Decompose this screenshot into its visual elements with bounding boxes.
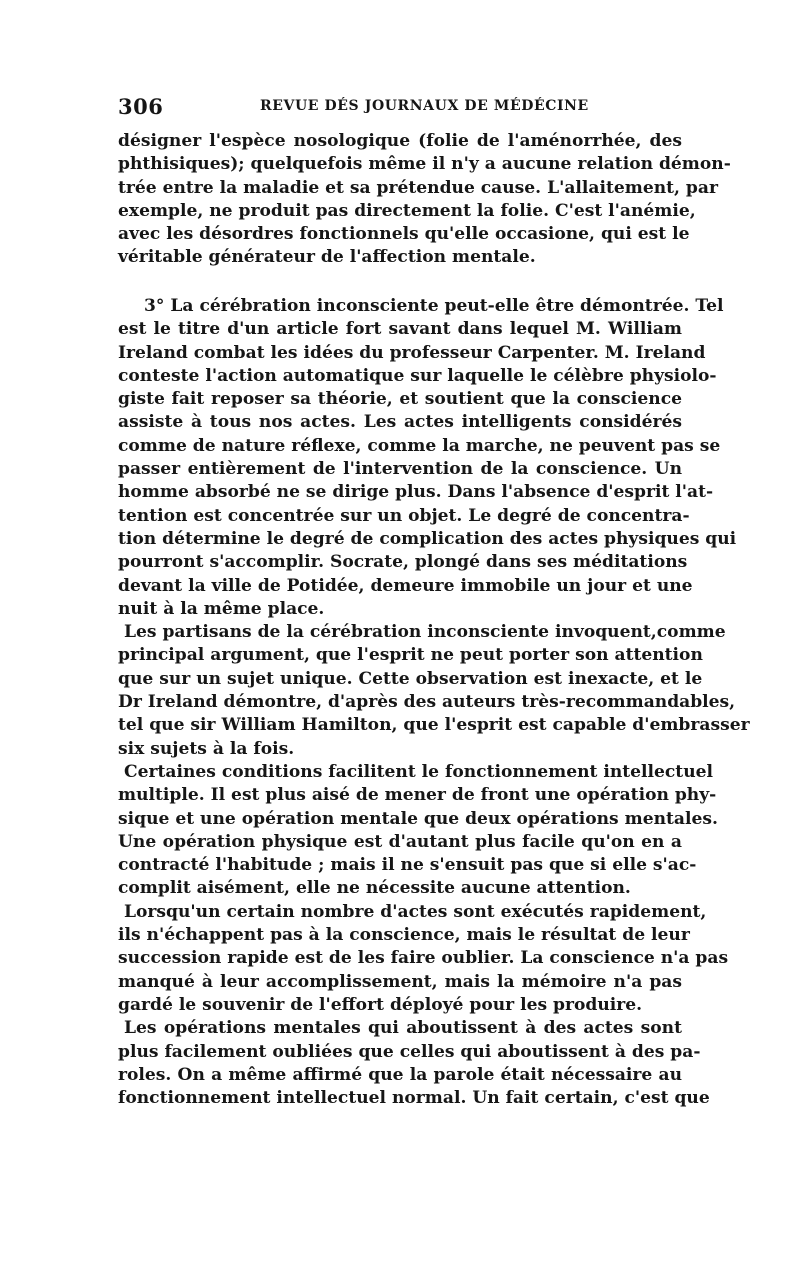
text-line: véritable générateur de l'affection mentale. <box>118 247 536 268</box>
text-line: contracté l'habitude ; mais il ne s'ensuit pas que si elle s'ac- <box>118 855 697 876</box>
text-line: assiste à tous nos actes. Les actes intelligents considérés <box>118 412 682 433</box>
text-line: nuit à la même place. <box>118 598 325 619</box>
text-line: succession rapide est de les faire oublier. La conscience n'a pas <box>118 948 729 969</box>
text-line: sique et une opération mentale que deux opérations mentales. <box>118 808 718 829</box>
text-line: fonctionnement intellectuel normal. Un fait certain, c'est que <box>118 1088 710 1109</box>
text-line: phthisiques); quelquefois même il n'y a aucune relation démon- <box>118 154 731 175</box>
text-line: 3° La cérébration inconsciente peut-elle être démontrée. Tel <box>144 296 724 316</box>
text-line: gardé le souvenir de l'effort déployé pour les produire. <box>118 994 643 1015</box>
text-line: passer entièrement de l'intervention de la conscience. Un <box>118 459 682 480</box>
text-line: Ireland combat les idées du professeur Carpenter. M. Ireland <box>118 342 706 363</box>
text-line: complit aisément, elle ne nécessite aucune attention. <box>118 878 631 899</box>
text-line: homme absorbé ne se dirige plus. Dans l'absence d'esprit l'at- <box>118 482 714 503</box>
text-line: manqué à leur accomplissement, mais la mémoire n'a pas <box>118 971 682 992</box>
paragraph-block-continuation <box>118 130 731 270</box>
text-line: Certaines conditions facilitent le fonctionnement intellectuel <box>124 761 713 782</box>
text-line: Lorsqu'un certain nombre d'actes sont exécutés rapidement, <box>124 901 707 922</box>
page-number: 306 <box>118 94 164 119</box>
text-line: que sur un sujet unique. Cette observation est inexacte, et le <box>118 668 703 689</box>
text-line: six sujets à la fois. <box>118 738 295 759</box>
text-line: Une opération physique est d'autant plus facile qu'on en a <box>118 831 682 852</box>
text-line: désigner l'espèce nosologique (folie de l'aménorrhée, des <box>118 131 682 151</box>
text-line: Les opérations mentales qui aboutissent à des actes sont <box>124 1018 682 1039</box>
text-line: exemple, ne produit pas directement la folie. C'est l'anémie, <box>118 200 696 221</box>
text-line: tion détermine le degré de complication des actes physiques qui <box>118 528 737 549</box>
text-line: giste fait reposer sa théorie, et soutient que la conscience <box>118 389 682 410</box>
running-title: REVUE DÉS JOURNAUX DE MÉDÉCINE <box>260 98 589 114</box>
text-line: comme de nature réflexe, comme la marche, ne peuvent pas se <box>118 435 721 456</box>
text-line: principal argument, que l'esprit ne peut porter son attention <box>118 645 703 666</box>
text-line: devant la ville de Potidée, demeure immobile un jour et une <box>118 575 693 596</box>
text-line: roles. On a même affirmé que la parole était nécessaire au <box>118 1064 682 1085</box>
text-line: tention est concentrée sur un objet. Le degré de concentra- <box>118 505 690 526</box>
text-line: trée entre la maladie et sa prétendue cause. L'allaitement, par <box>118 177 718 198</box>
text-line: plus facilement oubliées que celles qui aboutissent à des pa- <box>118 1041 701 1062</box>
text-line: Dr Ireland démontre, d'après des auteurs très-recommandables, <box>118 692 736 713</box>
text-line: est le titre d'un article fort savant dans lequel M. William <box>118 319 682 340</box>
text-line: avec les désordres fonctionnels qu'elle occasione, qui est le <box>118 224 690 245</box>
text-line: tel que sir William Hamilton, que l'esprit est capable d'embrasser <box>118 715 750 736</box>
text-line: multiple. Il est plus aisé de mener de front une opération phy- <box>118 785 717 806</box>
text-line: conteste l'action automatique sur laquelle le célèbre physiolo- <box>118 365 717 386</box>
text-line: pourront s'accomplir. Socrate, plongé dans ses méditations <box>118 552 688 573</box>
text-line: Les partisans de la cérébration inconsciente invoquent,comme <box>124 622 726 643</box>
article-body <box>118 295 750 1110</box>
page-header <box>118 94 682 120</box>
text-line: ils n'échappent pas à la conscience, mais le résultat de leur <box>118 925 690 946</box>
